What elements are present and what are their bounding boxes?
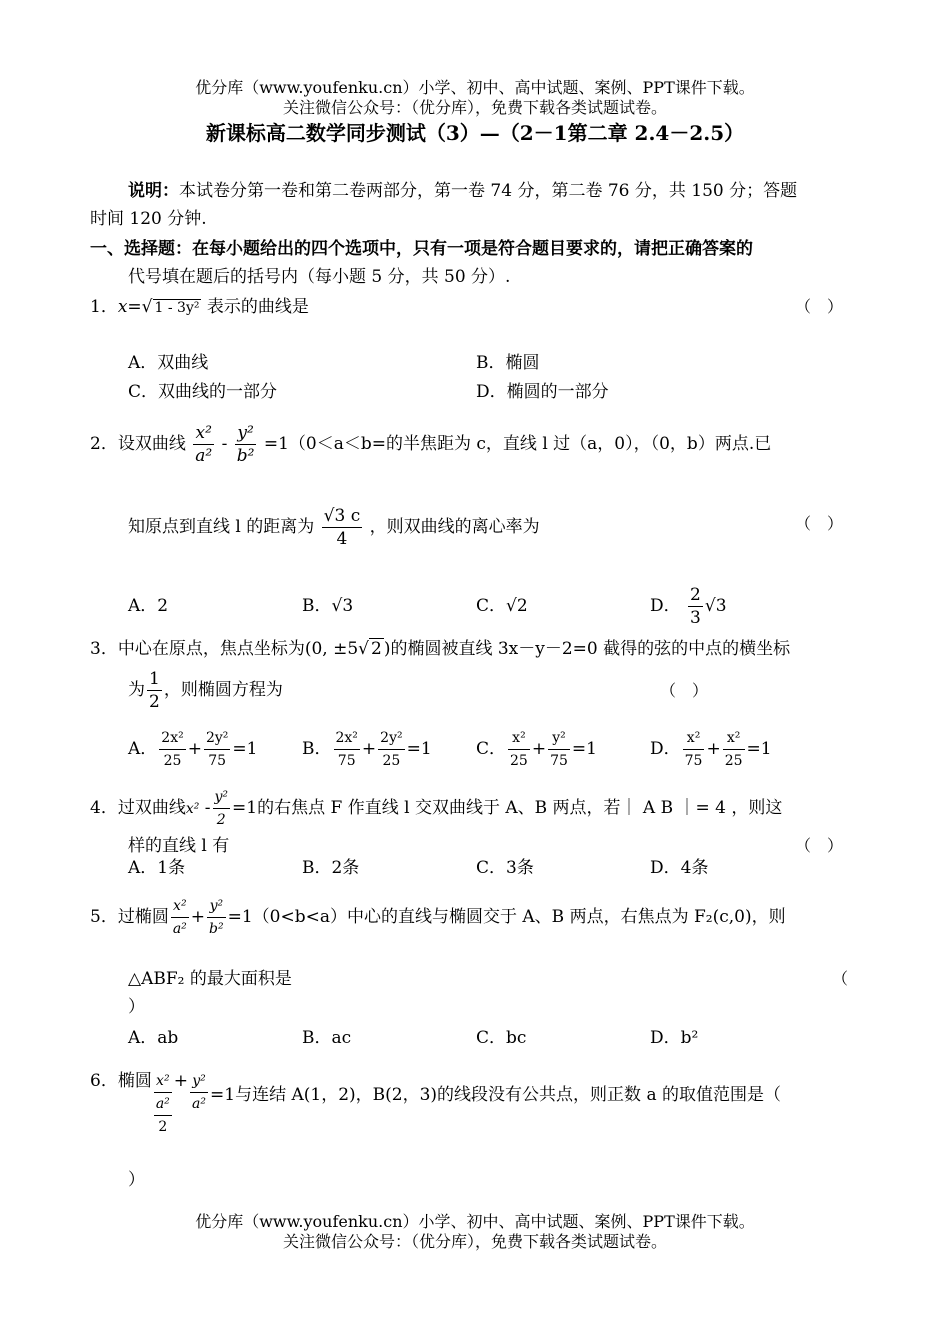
q3-option-b-eq: =1 (406, 739, 432, 759)
q3-text-b: )的椭圆被直线 3x－y－2=0 截得的弦的中点的横坐标 (383, 639, 791, 659)
q2-option-a: A．2 (128, 596, 169, 616)
q2-option-c-label: C． (476, 596, 507, 616)
q3-option-a-d2: 75 (208, 753, 227, 769)
q6-plus: + (173, 1071, 189, 1091)
q3-option-d-n2: x² (723, 727, 745, 750)
intro-label: 说明： (128, 181, 179, 201)
q6-frac2-den: a² (192, 1096, 207, 1112)
q1-text: 表示的曲线是 (206, 297, 309, 317)
q5-stem-line-1 (90, 895, 786, 940)
q2-stem-line-2 (128, 505, 540, 550)
q3-option-a-n2: 2y² (204, 727, 230, 750)
q2-text-b: =1（0＜a＜b=的半焦距为 c，直线 l 过（a，0），（0，b）两点.已 (263, 434, 772, 454)
q3-option-a-n1: 2x² (159, 727, 185, 750)
q1-lhs: x= (117, 297, 142, 317)
q2-frac2-num: y² (235, 422, 257, 445)
q4-minus: - (204, 798, 211, 818)
q2-answer-paren: （ ） (795, 514, 844, 533)
q1-option-d: D．椭圆的一部分 (476, 382, 609, 402)
q3-answer-paren: （ ） (660, 681, 709, 700)
q2-frac1-num: x² (193, 422, 214, 445)
q4-fraction (213, 786, 231, 831)
q6-fraction-y (190, 1070, 208, 1115)
q3-number: 3． (90, 639, 118, 659)
q3-option-a-frac2 (204, 727, 230, 772)
q2-frac1-den: a² (195, 446, 213, 466)
q2-option-b-value: √3 (331, 596, 354, 616)
q6-text-a: 椭圆 (117, 1071, 152, 1091)
q2-option-c (476, 595, 528, 617)
q3-option-c-frac1 (508, 727, 530, 772)
footer-line-1: 优分库（www.youfenku.cn）小学、初中、高中试题、案例、PPT课件下载。 (195, 1212, 755, 1231)
q3-option-b-n2: 2y² (378, 727, 404, 750)
q1-stem: 1．x=√ 1 - 3y² 表示的曲线是 (90, 297, 309, 317)
header-line-2: 关注微信公众号：（优分库），免费下载各类试题试卷。 (282, 98, 667, 117)
q3-frac-num: 1 (149, 669, 160, 689)
q2-option-b-label: B． (302, 596, 332, 616)
header-line-1: 优分库（www.youfenku.cn）小学、初中、高中试题、案例、PPT课件下载。 (195, 78, 755, 97)
q6-number: 6． (90, 1071, 118, 1091)
q3-text-a: 中心在原点，焦点坐标为(0, ±5 (117, 639, 359, 659)
q4-option-c: C．3条 (476, 858, 534, 878)
q3-option-b-frac1 (334, 727, 360, 772)
q5-text-b: =1（0<b<a）中心的直线与椭圆交于 A、B 两点，右焦点为 F₂(c,0)，则 (227, 907, 786, 927)
page-title: 新课标高二数学同步测试（3）—（2－1第二章 2.4－2.5） (205, 121, 745, 145)
q6-stem-line-1 (90, 1070, 781, 1138)
q5-frac2-den: b² (209, 921, 224, 937)
q3-option-c-n1: x² (508, 727, 530, 750)
q3-fraction-half (147, 668, 162, 713)
q3-option-a-label: A． (128, 739, 158, 759)
q5-option-c: C．bc (476, 1028, 527, 1048)
q3-frac-den: 2 (149, 692, 160, 712)
q5-paren-open: （ (832, 969, 849, 988)
q4-frac-den: 2 (216, 812, 226, 828)
q5-stem-line-2: △ABF₂ 的最大面积是 (128, 969, 292, 989)
q6-fraction-x (154, 1070, 172, 1138)
q3-option-b-frac2 (378, 727, 404, 772)
q6-text-b: =1与连结 A(1，2)，B(2，3)的线段没有公共点，则正数 a 的取值范围是（ (210, 1085, 781, 1105)
intro-line-1 (128, 180, 797, 202)
q3-option-d-eq: =1 (746, 739, 772, 759)
q2-number: 2． (90, 434, 118, 454)
q3-option-d: D． $\frac{\text{x²}}{75}$ + $\frac{\text{x²}}{25}$ =1 (650, 727, 772, 772)
q3-option-c-n2: y² (548, 727, 570, 750)
q3-option-d-frac1 (683, 727, 705, 772)
q3-option-c: C． $\frac{\text{x²}}{25}$ + $\frac{\text{y²}}{75}$ =1 (476, 727, 597, 772)
q2-text-a: 设双曲线 (117, 434, 186, 454)
q4-option-d: D．4条 (650, 858, 709, 878)
q5-frac1-den: a² (172, 921, 187, 937)
q3-option-d-d2: 25 (724, 753, 743, 769)
q6-frac2-num: y² (190, 1070, 208, 1093)
q2-text-c: 知原点到直线 l 的距离为 (128, 517, 315, 537)
intro-line-2: 时间 120 分钟. (90, 209, 207, 229)
q4-frac-num: y² (213, 786, 231, 809)
q3-option-c-label: C． (476, 739, 507, 759)
q5-fraction-y (207, 895, 226, 940)
q6-paren-close: ） (128, 1170, 145, 1190)
q3-option-d-n1: x² (683, 727, 705, 750)
q3-option-d-label: D． (650, 739, 681, 759)
q4-option-b: B．2条 (302, 858, 360, 878)
q3-option-d-frac2 (723, 727, 745, 772)
q2-option-b (302, 595, 353, 617)
q6-frac1-den: a² (154, 1093, 172, 1116)
q4-option-a: A．1条 (128, 858, 186, 878)
q1-answer-paren: （ ） (795, 297, 844, 316)
q5-option-b: B．ac (302, 1028, 352, 1048)
q3-option-c-eq: =1 (571, 739, 597, 759)
q2-fraction-y (235, 422, 257, 467)
q1-option-c: C．双曲线的一部分 (128, 382, 278, 402)
q5-frac2-num: y² (207, 895, 226, 918)
q2-option-d-root: √3 (704, 596, 727, 616)
q2-text-d: ，则双曲线的离心率为 (369, 517, 540, 537)
q3-option-a-eq: =1 (232, 739, 258, 759)
q3-option-b: B． $\frac{\text{2x²}}{75}$ + $\frac{\text{2y²}}{25}$ =1 (302, 727, 432, 772)
q2-frac3-num: √3 c (323, 506, 361, 526)
q3-option-c-d2: 75 (550, 753, 568, 769)
section-heading-line-2: 代号填在题后的括号内（每小题 5 分，共 50 分）. (128, 267, 511, 287)
q2-option-d (650, 584, 727, 629)
q1-option-a: A．双曲线 (128, 353, 209, 373)
section-heading-line-1: 一、选择题：在每小题给出的四个选项中，只有一项是符合题目要求的，请把正确答案的 (90, 239, 753, 259)
q3-option-c-frac2 (548, 727, 570, 772)
q2-option-d-fraction (688, 584, 703, 629)
q4-stem-line-2: 样的直线 l 有 (128, 836, 230, 856)
q3-option-a: A． $\frac{\text{2x²}}{25}$ + $\frac{\text{2y²}}{75}$ =1 (128, 727, 257, 772)
intro-text-1: 本试卷分第一卷和第二卷两部分，第一卷 74 分，第二卷 76 分，共 150 分；答题 (179, 181, 798, 201)
q3-radical: 2 (371, 639, 382, 659)
q4-x2: x² (185, 801, 200, 817)
q3-option-b-d2: 25 (382, 753, 401, 769)
q2-frac3-den: 4 (336, 529, 348, 549)
q3-option-a-d1: 25 (163, 753, 182, 769)
q5-number: 5． (90, 907, 118, 927)
q2-option-d-label: D． (650, 596, 681, 616)
q3-option-a-frac1 (159, 727, 185, 772)
q1-number: 1． (90, 297, 118, 317)
q3-text-c: 为 (128, 680, 145, 700)
q2-option-d-num: 2 (690, 585, 701, 605)
q3-option-b-label: B． (302, 739, 332, 759)
q2-option-c-value: √2 (506, 596, 528, 616)
q6-frac1-num: x² (154, 1070, 172, 1093)
q2-stem-line-1 (90, 422, 771, 467)
q5-option-d: D．b² (650, 1028, 699, 1048)
q3-option-d-d1: 75 (684, 753, 703, 769)
q4-text-b: =1的右焦点 F 作直线 l 交双曲线于 A、B 两点，若｜ A B ｜= 4 ，则这 (232, 798, 783, 818)
q3-option-b-d1: 75 (337, 753, 356, 769)
q3-option-b-n1: 2x² (334, 727, 360, 750)
q4-stem-line-1 (90, 786, 782, 831)
q5-text-a: 过椭圆 (117, 907, 169, 927)
q1-option-b: B．椭圆 (476, 353, 540, 373)
q6-frac1-den2: 2 (158, 1119, 168, 1135)
q5-frac1-num: x² (171, 895, 189, 918)
q4-text-a: 过双曲线 (117, 798, 186, 818)
q2-fraction-x (193, 422, 214, 467)
q3-stem-line-1: 3．中心在原点，焦点坐标为(0, ±5√ 2 )的椭圆被直线 3x－y－2=0 截得的弦的中点的横坐标 (90, 639, 791, 659)
q3-option-c-d1: 25 (510, 753, 528, 769)
q5-option-a: A．ab (128, 1028, 179, 1048)
q5-paren-close: ） (128, 997, 145, 1017)
q4-answer-paren: （ ） (795, 836, 844, 855)
q5-fraction-x (171, 895, 189, 940)
q3-text-d: ，则椭圆方程为 (163, 680, 283, 700)
q2-frac2-den: b² (236, 446, 255, 466)
footer-line-2: 关注微信公众号：（优分库），免费下载各类试题试卷。 (282, 1232, 667, 1251)
q2-fraction-distance (322, 505, 363, 550)
q3-stem-line-2 (128, 668, 283, 713)
q5-plus: + (190, 907, 206, 927)
q2-minus: - (221, 434, 228, 454)
q4-number: 4． (90, 798, 118, 818)
q2-option-d-den: 3 (690, 608, 701, 628)
q1-radical: 1 - 3y² (154, 300, 200, 316)
